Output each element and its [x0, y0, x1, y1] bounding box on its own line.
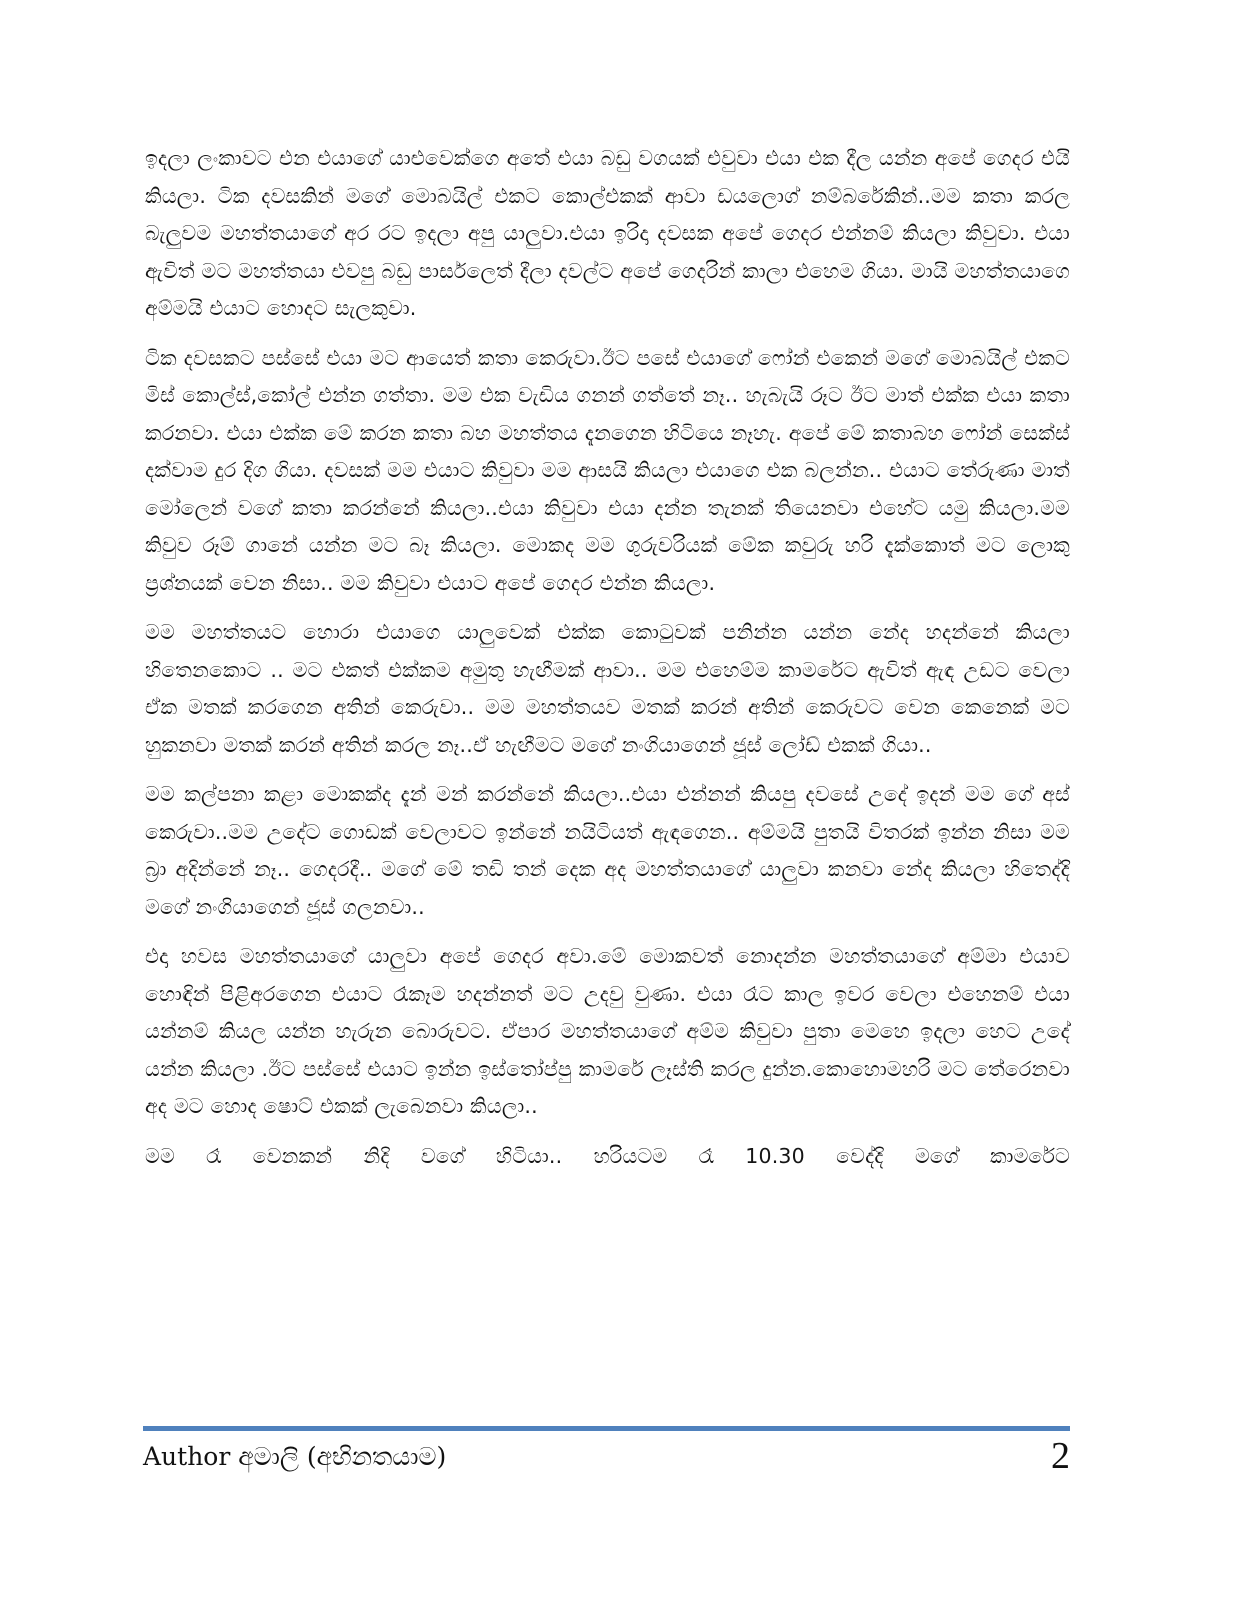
page-number: 2 [1051, 1435, 1070, 1477]
document-body [145, 140, 1070, 1175]
paragraph: ටික දවසකට පස්සේ එයා මට ආයෙත් කතා කෙරුවා.ඊට පසේ එයාගේ ෆෝන් එකෙන් මගේ මොබයිල් එකට මිස් කොල්ස්,කෝල් එන්න ගත්තා. මම එක වැඩිය ගනන් ගත්තේ නෑ.. හැබැයි රූට ඊට මාත් එක්ක එයා කතා කරනවා. එයා එක්ක මේ කරන කතා බහ මහත්තය දැනගෙන හිටියෙ නෑහැ. අපේ මේ කතාබහ ෆෝන් සෙක්ස් දක්වාම දුර දිග ගියා. දවසක් මම එයාට කිවුවා මම ආසයි කියලා එයාගෙ එක බලන්න.. එයාට තේරුණා මාත් මෝලෙන් වගේ කතා කරන්නේ කියලා..එයා කිවුවා එයා දන්න තැනක් තියෙනවා එහේට යමු කියලා.මම කිවුව රූම් ගානේ යන්න මට බෑ කියලා. මොකද මම ගුරුවරියක් මේක කවුරු හරි දැක්කොත් මට ලොකු ප්‍රශ්නයක් වෙන නිසා.. මම කිවුවා එයාට අපේ ගෙදර එන්න කියලා. [145, 345, 1070, 595]
footer-author: Author අමාලි (අභිනතයාම) [143, 1442, 447, 1471]
paragraph: මම මහත්තයට හොරා එයාගෙ යාලුවෙක් එක්ක කොටුවක් පනින්න යන්න නේද හදන්නේ කියලා හිතෙනකොට .. මට එකත් එක්කම අමුතු හැඟීමක් ආවා.. මම එහෙම්ම කාමරේට ඇවිත් ඇඳ උඩට වෙලා ඒක මතක් කරගෙන අතින් කෙරුවා.. මම මහත්තයව මතක් කරන් අතින් කෙරුවට වෙන කෙනෙක් මට හුකනවා මතක් කරන් අතින් කරල නෑ..ඒ හැඟීමට මගේ නංගියාගෙන් ජූස් ලෝඩ් එකක් ගියා.. [145, 620, 1070, 757]
footer-divider [143, 1426, 1070, 1431]
paragraph: මම රෑ වෙනකන් නිදි වගේ හිටියා.. හරියටම රෑ 10.30 වෙද්දි මගේ කාමරේට [145, 1143, 1070, 1168]
paragraph: ඉදලා ලංකාවට එන එයාගේ යාළුවෙක්ගෙ අතේ එයා බඩු වගයක් එවුවා එයා එක දීල යන්න අපේ ගෙදර එයි කියලා. ටික දවසකින් මගේ මොබයිල් එකට කොල්එකක් ආවා ඩයලොග් නම්බරේකින්..මම කතා කරල බැලුවම මහත්තයාගේ අර රට ඉදලා අපු යාලුවා.එයා ඉරිදා දවසක අපේ ගෙදර එන්නම් කියලා කිවුවා. එයා ඇවිත් මට මහත්තයා එවපු බඩු පාර්සලෙත් දීලා දවල්ට අපේ ගෙදරින් කාලා එහෙම ගියා. මායි මහත්තයාගෙ අම්මයි එයාට හොදට සැලකුවා. [145, 146, 1070, 320]
paragraph: මම කල්පනා කළා මොකක්ද දැන් මන් කරන්නේ කියලා..එයා එන්නන් කියපු දවසේ උදේ ඉදන් මම ගේ අස් කෙරුවා..මම උදේට ගොඩක් වෙලාවට ඉන්නේ නයිටියත් ඇඳගෙන.. අම්මයි පුතයි විතරක් ඉන්න නිසා මම බ්‍රා අදින්නේ නෑ.. ගෙදරදී.. මගේ මේ තඩි තන් දෙක අද මහත්තයාගේ යාලුවා කනවා නේද කියලා හිතෙද්දි මගේ නංගියාගෙන් ජූස් ගලනවා.. [145, 782, 1070, 919]
paragraph: එදා හවස මහත්තයාගේ යාලුවා අපේ ගෙදර අවා.මේ මොකවත් නොදන්න මහත්තයාගේ අම්මා එයාව හොඳින් පිළිඅරගෙන එයාට රෑකෑම හදන්නත් මට උදවු වුණා. එයා රෑට කාල ඉවර වෙලා එහෙනම් එයා යන්නම් කියල යන්න හැරුන බොරුවට. ඒපාර මහත්තයාගේ අම්ම කිවුවා පුතා මෙහෙ ඉදලා හෙට උදේ යන්න කියලා .ඊට පස්සේ එයාට ඉන්න ඉස්තෝප්පු කාමරේ ලෑස්ති කරල දුන්න.කොහොමහරි මට තේරෙනවා අද මට හොද ෂොට් එකක් ලැබෙනවා කියලා.. [145, 944, 1070, 1118]
